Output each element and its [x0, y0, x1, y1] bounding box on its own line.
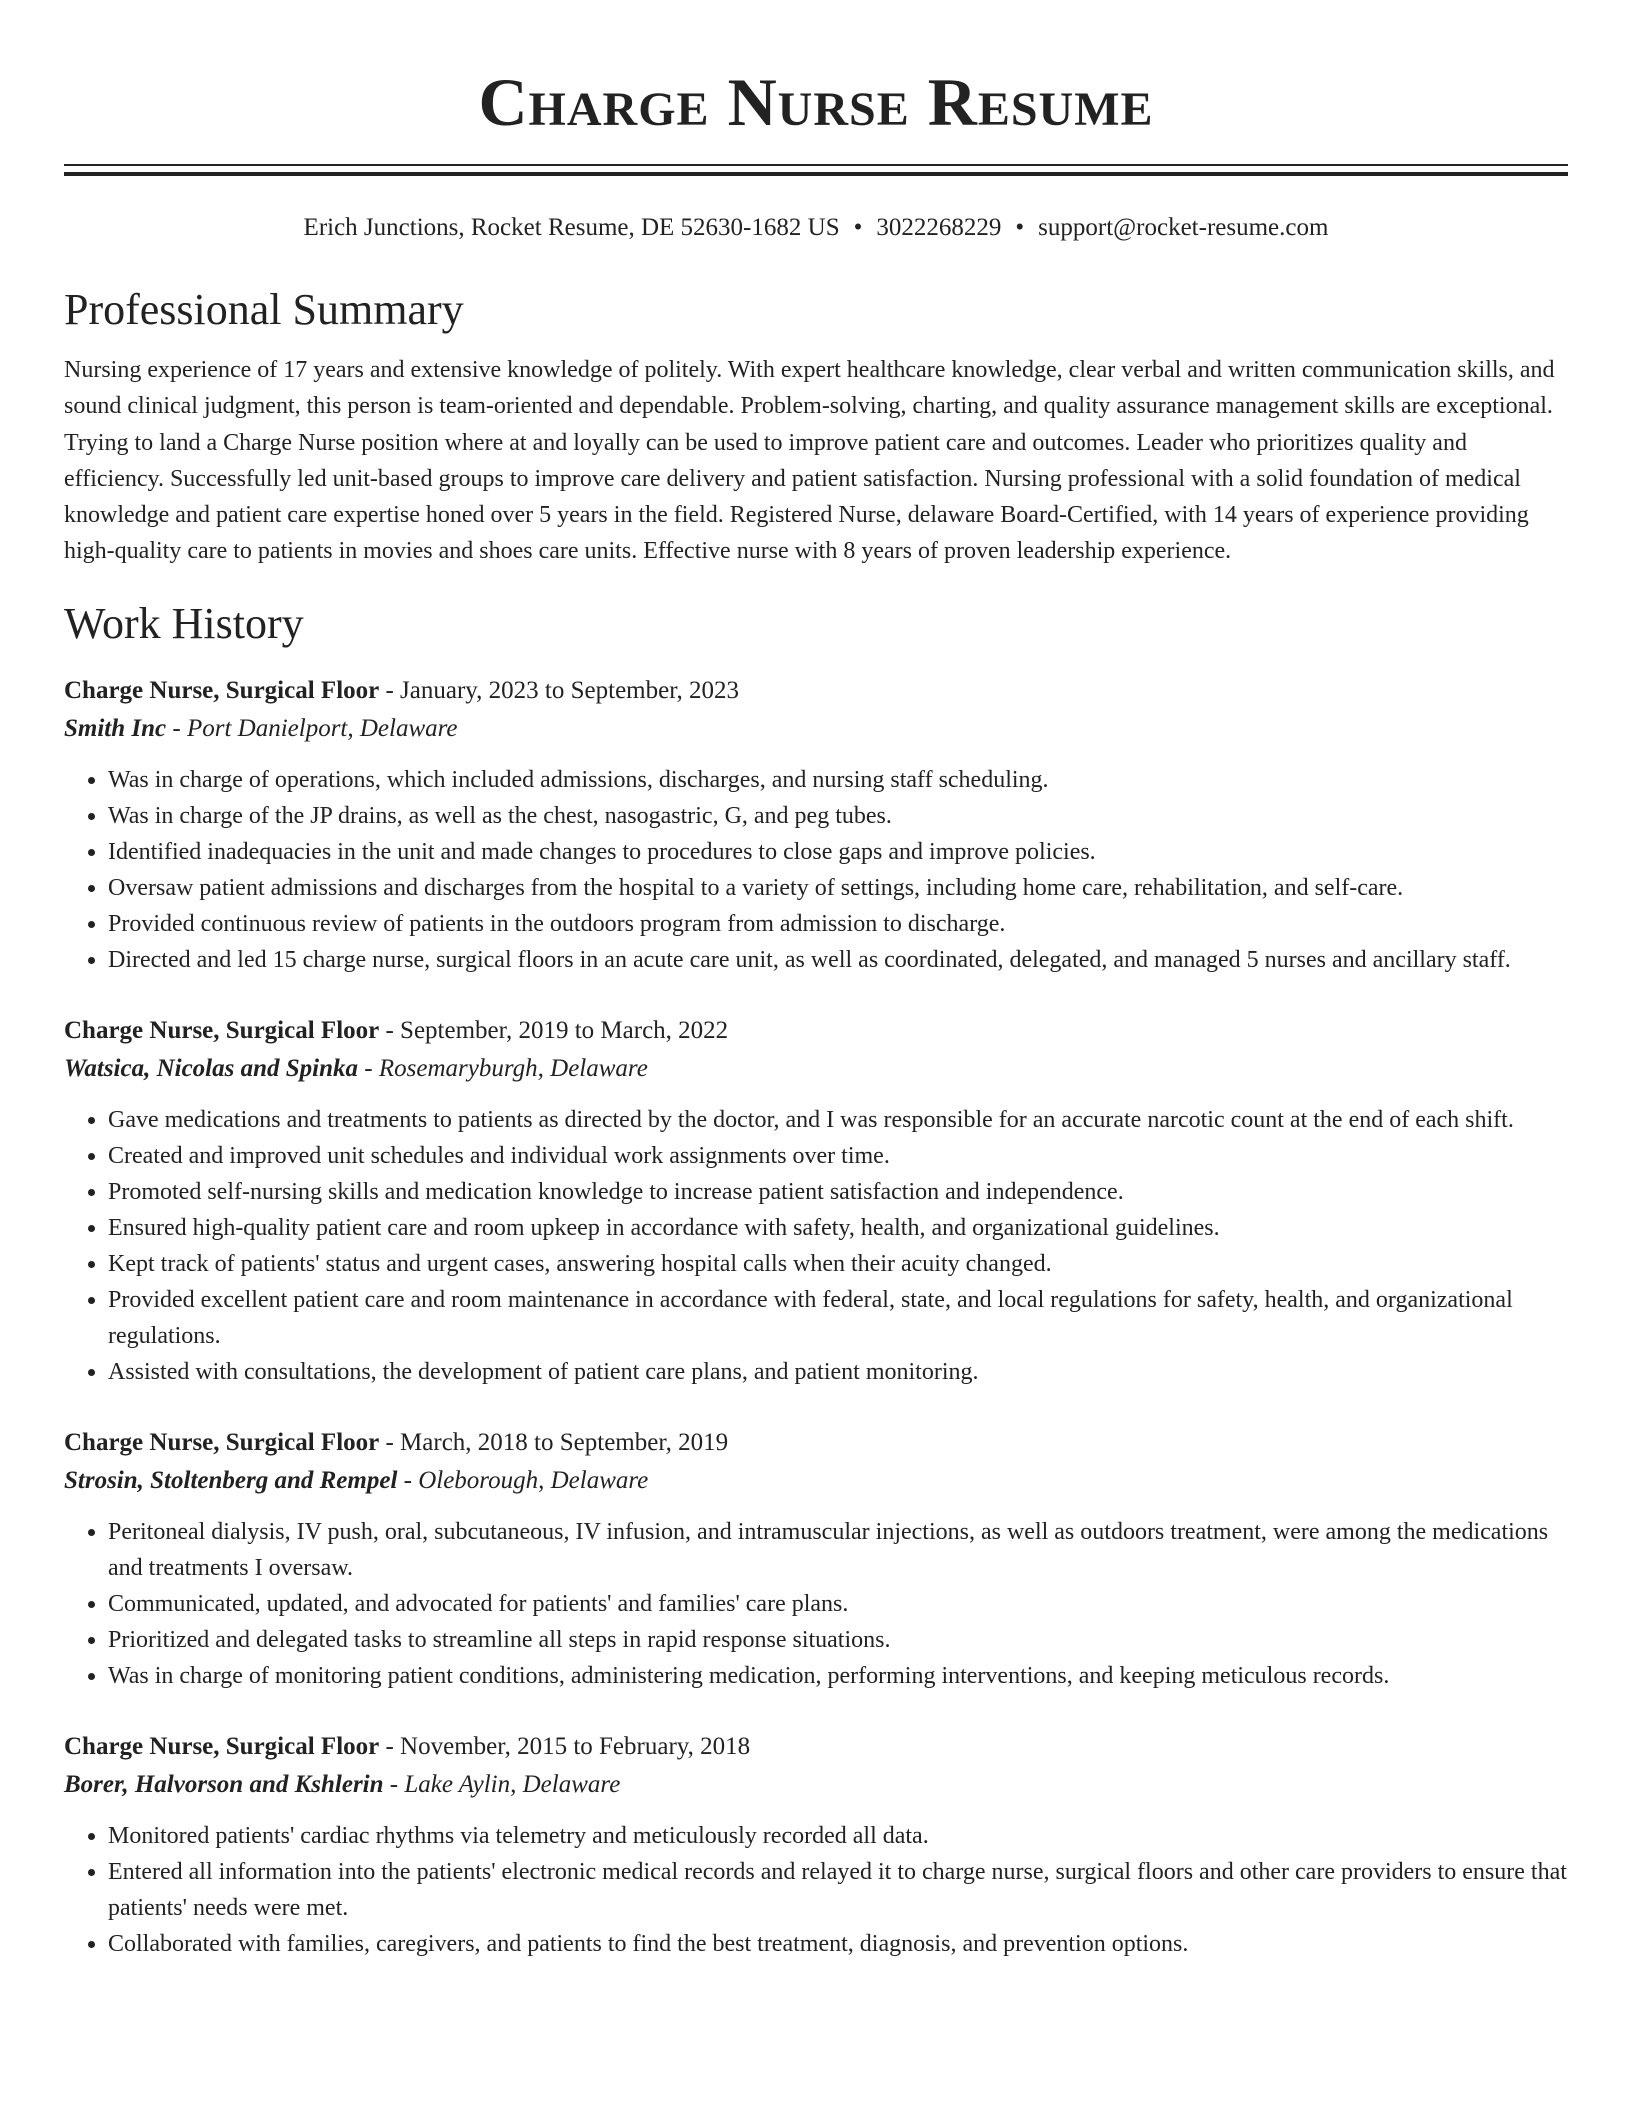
work-history-heading: Work History [64, 598, 304, 648]
job-duty-item: • Prioritized and delegated tasks to streamline all steps in rapid response situations. [108, 1622, 1568, 1658]
job-duties-list [64, 762, 1568, 978]
contact-email[interactable]: support@rocket-resume.com [1038, 214, 1329, 241]
job-dates: - November, 2015 to February, 2018 [379, 1732, 751, 1760]
contact-line [64, 212, 1568, 244]
job-duty-item: • Created and improved unit schedules and individual work assignments over time. [108, 1138, 1568, 1174]
job-header [64, 1728, 1568, 1766]
job-duty-item: • Directed and led 15 charge nurse, surgical floors in an acute care unit, as well as coordinated, delegated, and managed 5 nurses and ancillary staff. [108, 942, 1568, 978]
job-employer [64, 1462, 1568, 1500]
job-duties-list [64, 1514, 1568, 1694]
job-company: Watsica, Nicolas and Spinka [64, 1054, 359, 1082]
job-duty-item: • Peritoneal dialysis, IV push, oral, subcutaneous, IV infusion, and intramuscular injections, as well as outdoors treatment, were among the medications and treatments I oversaw. [108, 1514, 1568, 1586]
job-duty-item: • Ensured high-quality patient care and room upkeep in accordance with safety, health, and organizational guidelines. [108, 1210, 1568, 1246]
job-company: Strosin, Stoltenberg and Rempel [64, 1466, 398, 1494]
resume-title: Charge Nurse Resume [478, 64, 1154, 140]
job-duty-item: • Entered all information into the patients' electronic medical records and relayed it to charge nurse, surgical floors and other care providers to ensure that patients' needs were met. [108, 1854, 1568, 1926]
job-duty-item: • Monitored patients' cardiac rhythms via telemetry and meticulously recorded all data. [108, 1818, 1568, 1854]
job-employer [64, 1766, 1568, 1804]
job-header [64, 1012, 1568, 1050]
job-entry [64, 672, 1568, 978]
job-duty-item: • Assisted with consultations, the development of patient care plans, and patient monitoring. [108, 1354, 1568, 1390]
job-duty-item: • Identified inadequacies in the unit and made changes to procedures to close gaps and improve policies. [108, 834, 1568, 870]
contact-address: Erich Junctions, Rocket Resume, DE 52630-1682 US [303, 214, 840, 241]
work-history-list [64, 672, 1568, 1962]
job-entry [64, 1012, 1568, 1390]
job-entry [64, 1424, 1568, 1694]
job-location: - Port Danielport, Delaware [166, 714, 458, 742]
job-duty-item: • Oversaw patient admissions and discharges from the hospital to a variety of settings, including home care, rehabilitation, and self-care. [108, 870, 1568, 906]
job-duty-item: • Was in charge of the JP drains, as well as the chest, nasogastric, G, and peg tubes. [108, 798, 1568, 834]
contact-separator: • [853, 214, 863, 241]
job-company: Borer, Halvorson and Kshlerin [64, 1770, 384, 1798]
job-location: - Lake Aylin, Delaware [383, 1770, 621, 1798]
job-duty-item: • Provided continuous review of patients in the outdoors program from admission to discharge. [108, 906, 1568, 942]
job-location: - Rosemaryburgh, Delaware [358, 1054, 648, 1082]
job-duty-item: • Collaborated with families, caregivers, and patients to find the best treatment, diagnosis, and prevention options. [108, 1926, 1568, 1962]
job-role: Charge Nurse, Surgical Floor [64, 1732, 380, 1760]
job-company: Smith Inc [64, 714, 167, 742]
job-dates: - January, 2023 to September, 2023 [379, 676, 740, 704]
job-role: Charge Nurse, Surgical Floor [64, 676, 380, 704]
title-divider-thick [64, 172, 1568, 176]
job-duty-item: • Communicated, updated, and advocated for patients' and families' care plans. [108, 1586, 1568, 1622]
job-duty-item: • Was in charge of monitoring patient conditions, administering medication, performing interventions, and keeping meticulous records. [108, 1658, 1568, 1694]
job-location: - Oleborough, Delaware [397, 1466, 649, 1494]
job-header [64, 672, 1568, 710]
job-dates: - March, 2018 to September, 2019 [379, 1428, 729, 1456]
job-header [64, 1424, 1568, 1462]
job-duty-item: • Kept track of patients' status and urgent cases, answering hospital calls when their acuity changed. [108, 1246, 1568, 1282]
job-employer [64, 710, 1568, 748]
job-duty-item: • Gave medications and treatments to patients as directed by the doctor, and I was responsible for an accurate narcotic count at the end of each shift. [108, 1102, 1568, 1138]
summary-text: Nursing experience of 17 years and extensive knowledge of politely. With expert healthcare knowledge, clear verbal and written communication skills, and sound clinical judgment, this person is team-oriented and dependable. Problem-solving, charting, and quality assurance management skills are exceptional. Trying to land a Charge Nurse position where at and loyally can be used to improve patient care and outcomes. Leader who prioritizes quality and efficiency. Successfully led unit-based groups to improve care delivery and patient satisfaction. Nursing professional with a solid foundation of medical knowledge and patient care expertise honed over 5 years in the field. Registered Nurse, delaware Board-Certified, with 14 years of experience providing high-quality care to patients in movies and shoes care units. Effective nurse with 8 years of proven leadership experience. [64, 357, 1555, 565]
job-duties-list [64, 1102, 1568, 1390]
job-entry [64, 1728, 1568, 1962]
summary-heading: Professional Summary [64, 285, 464, 334]
contact-separator: • [1015, 214, 1025, 241]
contact-phone: 3022268229 [876, 214, 1002, 241]
job-role: Charge Nurse, Surgical Floor [64, 1016, 380, 1044]
job-duty-item: • Promoted self-nursing skills and medication knowledge to increase patient satisfaction and independence. [108, 1174, 1568, 1210]
job-duties-list [64, 1818, 1568, 1962]
resume-page [64, 0, 1568, 1962]
job-duty-item: • Provided excellent patient care and room maintenance in accordance with federal, state, and local regulations for safety, health, and organizational regulations. [108, 1282, 1568, 1354]
job-employer [64, 1050, 1568, 1088]
title-divider-thin [64, 164, 1568, 166]
job-role: Charge Nurse, Surgical Floor [64, 1428, 380, 1456]
job-duty-item: • Was in charge of operations, which included admissions, discharges, and nursing staff scheduling. [108, 762, 1568, 798]
job-dates: - September, 2019 to March, 2022 [379, 1016, 729, 1044]
